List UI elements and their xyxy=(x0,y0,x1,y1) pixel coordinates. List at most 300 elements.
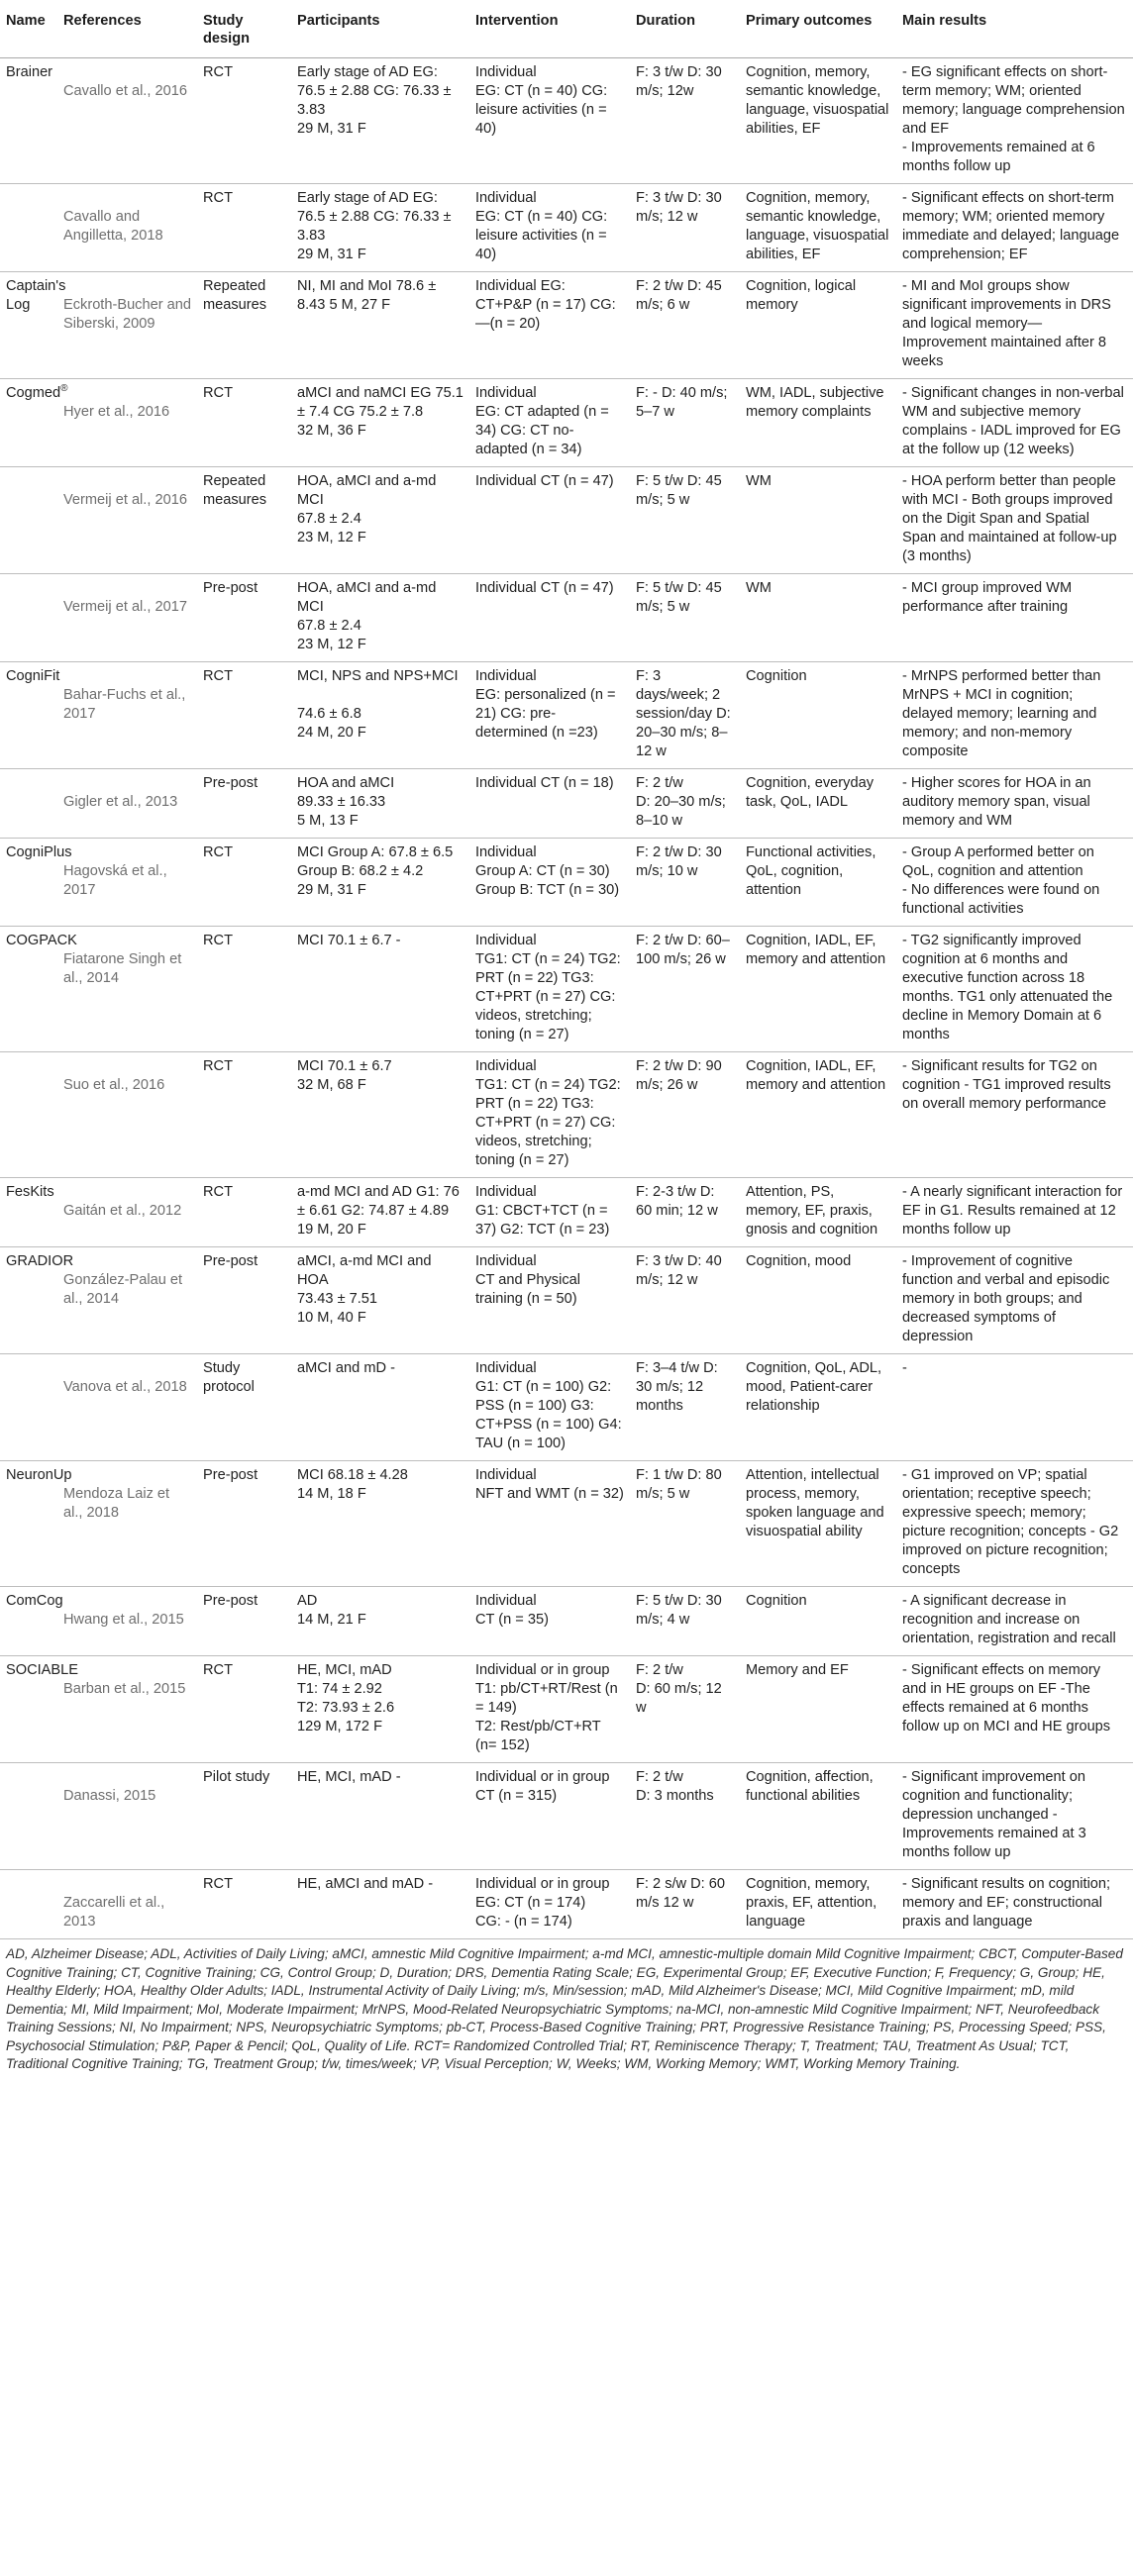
cell-study-design-text: RCT xyxy=(203,933,233,948)
table-row xyxy=(0,184,1133,272)
cell-name xyxy=(0,1178,57,1247)
cell-main-results xyxy=(896,662,1133,769)
cell-main-results xyxy=(896,467,1133,574)
cell-reference-text: Cavallo and Angilletta, 2018 xyxy=(63,209,163,244)
cell-main-results-text: - Group A performed better on QoL, cognition and attention - No differences were found on functional activities xyxy=(902,844,1100,917)
table-row xyxy=(0,1656,1133,1763)
cell-primary-outcomes xyxy=(740,379,896,467)
cell-duration xyxy=(630,1461,740,1587)
cell-reference-text: Danassi, 2015 xyxy=(63,1788,156,1804)
cell-participants-text: aMCI, a-md MCI and HOA 73.43 ± 7.51 10 M, 40 F xyxy=(297,1253,432,1326)
cell-main-results xyxy=(896,1461,1133,1587)
header-duration: Duration xyxy=(630,0,740,58)
cell-intervention-text: Individual or in group EG: CT (n = 174) CG: - (n = 174) xyxy=(475,1876,610,1930)
cell-study-design xyxy=(197,272,291,379)
cell-duration xyxy=(630,1247,740,1354)
cell-study-design xyxy=(197,839,291,927)
cell-name-text: COGPACK xyxy=(6,933,77,948)
table-row xyxy=(0,1870,1133,1939)
cell-reference-text: Hyer et al., 2016 xyxy=(63,404,170,420)
cell-study-design-text: Pre-post xyxy=(203,1593,258,1609)
cell-duration-text: F: 2 t/w D: 45 m/s; 6 w xyxy=(636,278,722,313)
table-row xyxy=(0,467,1133,574)
cell-primary-outcomes xyxy=(740,58,896,184)
cell-intervention xyxy=(469,467,630,574)
cell-primary-outcomes-text: Cognition, logical memory xyxy=(746,278,857,313)
cell-primary-outcomes-text: Attention, intellectual process, memory, spoken language and visuospatial ability xyxy=(746,1467,884,1539)
cell-duration-text: F: 1 t/w D: 80 m/s; 5 w xyxy=(636,1467,722,1502)
cell-intervention-text: Individual G1: CBCT+TCT (n = 37) G2: TCT (n = 23) xyxy=(475,1184,610,1238)
cell-intervention-text: Individual Group A: CT (n = 30) Group B: TCT (n = 30) xyxy=(475,844,620,898)
cell-participants-text: Early stage of AD EG: 76.5 ± 2.88 CG: 76.33 ± 3.83 29 M, 31 F xyxy=(297,190,452,262)
cell-main-results xyxy=(896,1178,1133,1247)
cell-participants xyxy=(291,1052,469,1178)
cell-study-design xyxy=(197,1656,291,1763)
cell-primary-outcomes xyxy=(740,1052,896,1178)
cell-name-text: SOCIABLE xyxy=(6,1662,78,1678)
cell-intervention-text: Individual G1: CT (n = 100) G2: PSS (n = 100) G3: CT+PSS (n = 100) G4: TAU (n = 100) xyxy=(475,1360,622,1451)
cell-reference xyxy=(57,1178,197,1247)
cell-intervention-text: Individual CT and Physical training (n = 50) xyxy=(475,1253,580,1307)
cell-duration-text: F: 2-3 t/w D: 60 min; 12 w xyxy=(636,1184,718,1219)
header-participants: Participants xyxy=(291,0,469,58)
cell-participants-text: HOA, aMCI and a-md MCI 67.8 ± 2.4 23 M, 12 F xyxy=(297,580,437,652)
cell-reference xyxy=(57,574,197,662)
cell-intervention-text: Individual EG: CT (n = 40) CG: leisure activities (n = 40) xyxy=(475,190,608,262)
cell-main-results-text: - A significant decrease in recognition and increase on orientation, registration and recall xyxy=(902,1593,1116,1646)
table-row xyxy=(0,927,1133,1052)
header-primary-outcomes: Primary outcomes xyxy=(740,0,896,58)
cell-primary-outcomes xyxy=(740,1656,896,1763)
cell-name xyxy=(0,1247,74,1354)
cell-main-results xyxy=(896,58,1133,184)
cell-name xyxy=(0,574,57,662)
cell-main-results xyxy=(896,1052,1133,1178)
table-row xyxy=(0,574,1133,662)
cell-intervention-text: Individual or in group CT (n = 315) xyxy=(475,1769,610,1804)
table-row xyxy=(0,379,1133,467)
cell-study-design-text: Pre-post xyxy=(203,580,258,596)
cell-reference-text: Fiatarone Singh et al., 2014 xyxy=(63,951,182,986)
cell-study-design-text: RCT xyxy=(203,1058,233,1074)
cell-duration xyxy=(630,1178,740,1247)
cell-duration-text: F: 3 t/w D: 30 m/s; 12 w xyxy=(636,190,722,225)
cell-name xyxy=(0,839,72,927)
cell-main-results xyxy=(896,1763,1133,1870)
cell-main-results-text: - xyxy=(902,1360,907,1376)
cell-name xyxy=(0,272,66,379)
cell-primary-outcomes xyxy=(740,1587,896,1656)
cell-intervention xyxy=(469,839,630,927)
cell-primary-outcomes-text: Functional activities, QoL, cognition, attention xyxy=(746,844,876,898)
cell-reference xyxy=(57,272,197,379)
cell-reference xyxy=(57,1763,197,1870)
cell-reference xyxy=(57,769,197,839)
cell-name xyxy=(0,1461,72,1587)
cell-name xyxy=(0,1052,57,1178)
cell-reference-text: Barban et al., 2015 xyxy=(63,1681,186,1697)
cell-duration-text: F: 2 t/w D: 30 m/s; 10 w xyxy=(636,844,722,879)
cell-name xyxy=(0,1656,78,1763)
cell-main-results-text: - Higher scores for HOA in an auditory memory span, visual memory and WM xyxy=(902,775,1091,829)
cell-participants-text: HE, MCI, mAD T1: 74 ± 2.92 T2: 73.93 ± 2.6 129 M, 172 F xyxy=(297,1662,395,1734)
cell-intervention xyxy=(469,1178,630,1247)
cell-intervention-text: Individual EG: personalized (n = 21) CG: pre-determined (n =23) xyxy=(475,668,616,741)
cell-duration-text: F: 2 t/w D: 60–100 m/s; 26 w xyxy=(636,933,730,967)
cell-main-results xyxy=(896,379,1133,467)
cell-participants xyxy=(291,927,469,1052)
cell-participants xyxy=(291,467,469,574)
cell-primary-outcomes-text: WM xyxy=(746,580,772,596)
cell-study-design xyxy=(197,1763,291,1870)
cell-primary-outcomes-text: Attention, PS, memory, EF, praxis, gnosis and cognition xyxy=(746,1184,878,1238)
cell-participants-text: MCI 70.1 ± 6.7 32 M, 68 F xyxy=(297,1058,392,1093)
cell-participants xyxy=(291,1870,469,1939)
cell-participants-text: NI, MI and MoI 78.6 ± 8.43 5 M, 27 F xyxy=(297,278,437,313)
cell-name-text: ComCog xyxy=(6,1593,63,1609)
cell-main-results-text: - Significant effects on memory and in HE groups on EF -The effects remained at 6 months follow up on MCI and HE groups xyxy=(902,1662,1111,1734)
cell-intervention xyxy=(469,58,630,184)
cell-duration-text: F: 3 days/week; 2 session/day D: 20–30 m/s; 8–12 w xyxy=(636,668,731,759)
cell-main-results xyxy=(896,1870,1133,1939)
cell-primary-outcomes-text: Cognition, memory, semantic knowledge, language, visuospatial abilities, EF xyxy=(746,190,889,262)
cell-primary-outcomes-text: Cognition, everyday task, QoL, IADL xyxy=(746,775,874,810)
cell-primary-outcomes xyxy=(740,839,896,927)
cell-duration xyxy=(630,1656,740,1763)
table-row xyxy=(0,662,1133,769)
header-row xyxy=(0,0,1133,58)
cell-primary-outcomes xyxy=(740,1461,896,1587)
cell-intervention-text: Individual CT (n = 47) xyxy=(475,580,614,596)
cell-primary-outcomes xyxy=(740,769,896,839)
cell-main-results xyxy=(896,1247,1133,1354)
registered-mark: ® xyxy=(60,383,68,395)
cell-participants-text: HOA, aMCI and a-md MCI 67.8 ± 2.4 23 M, 12 F xyxy=(297,473,437,545)
cell-intervention xyxy=(469,379,630,467)
cell-duration xyxy=(630,662,740,769)
cell-intervention xyxy=(469,769,630,839)
cell-main-results xyxy=(896,1354,1133,1461)
cell-reference-text: Vermeij et al., 2017 xyxy=(63,599,187,615)
cell-duration-text: F: - D: 40 m/s; 5–7 w xyxy=(636,385,728,420)
cell-study-design xyxy=(197,467,291,574)
cell-participants xyxy=(291,272,469,379)
cell-duration xyxy=(630,1870,740,1939)
cell-reference-text: González-Palau et al., 2014 xyxy=(63,1272,183,1307)
cell-main-results-text: - EG significant effects on short-term memory; WM; oriented memory; language comprehension and EF - Improvements remained at 6 months follow up xyxy=(902,64,1125,174)
cell-primary-outcomes-text: Cognition, QoL, ADL, mood, Patient-carer relationship xyxy=(746,1360,882,1414)
cell-study-design xyxy=(197,1247,291,1354)
cell-name-text: GRADIOR xyxy=(6,1253,74,1269)
cell-intervention xyxy=(469,1587,630,1656)
cell-participants xyxy=(291,184,469,272)
cell-intervention xyxy=(469,927,630,1052)
cell-primary-outcomes xyxy=(740,1178,896,1247)
cell-study-design xyxy=(197,1052,291,1178)
cell-reference xyxy=(57,839,197,927)
cell-study-design xyxy=(197,1461,291,1587)
cell-primary-outcomes-text: Cognition xyxy=(746,1593,807,1609)
cell-duration-text: F: 2 t/w D: 90 m/s; 26 w xyxy=(636,1058,722,1093)
cell-primary-outcomes xyxy=(740,184,896,272)
cell-intervention-text: Individual TG1: CT (n = 24) TG2: PRT (n = 22) TG3: CT+PRT (n = 27) CG: videos, stretching; toning (n = 27) xyxy=(475,933,621,1042)
cell-participants-text: MCI 68.18 ± 4.28 14 M, 18 F xyxy=(297,1467,408,1502)
cell-intervention xyxy=(469,272,630,379)
cell-reference xyxy=(57,1052,197,1178)
cell-reference-text: Vanova et al., 2018 xyxy=(63,1379,187,1395)
cell-study-design xyxy=(197,1354,291,1461)
cell-participants xyxy=(291,58,469,184)
cell-study-design xyxy=(197,574,291,662)
cell-duration xyxy=(630,1587,740,1656)
cell-intervention-text: Individual TG1: CT (n = 24) TG2: PRT (n = 22) TG3: CT+PRT (n = 27) CG: videos, stretching; toning (n = 27) xyxy=(475,1058,621,1168)
cell-primary-outcomes-text: Cognition, mood xyxy=(746,1253,852,1269)
cell-reference xyxy=(57,1870,197,1939)
cell-participants xyxy=(291,1178,469,1247)
cell-study-design-text: RCT xyxy=(203,190,233,206)
cell-study-design-text: Repeated measures xyxy=(203,278,267,313)
cell-primary-outcomes-text: WM, IADL, subjective memory complaints xyxy=(746,385,884,420)
cell-main-results-text: - Significant changes in non-verbal WM and subjective memory complains - IADL improved for EG at the follow up (12 weeks) xyxy=(902,385,1124,457)
cell-main-results xyxy=(896,1656,1133,1763)
cell-primary-outcomes-text: Cognition, IADL, EF, memory and attention xyxy=(746,933,886,967)
cell-main-results xyxy=(896,839,1133,927)
cell-main-results-text: - MrNPS performed better than MrNPS + MCI in cognition; delayed memory; learning and memory; and non-memory composite xyxy=(902,668,1101,759)
table-row xyxy=(0,1178,1133,1247)
cell-participants xyxy=(291,769,469,839)
cell-study-design xyxy=(197,184,291,272)
cell-study-design-text: Pre-post xyxy=(203,1253,258,1269)
cell-duration-text: F: 5 t/w D: 45 m/s; 5 w xyxy=(636,580,722,615)
cell-participants-text: MCI Group A: 67.8 ± 6.5 Group B: 68.2 ± 4.2 29 M, 31 F xyxy=(297,844,454,898)
cell-reference xyxy=(57,1656,197,1763)
cell-reference xyxy=(57,1354,197,1461)
cell-study-design-text: RCT xyxy=(203,385,233,401)
cell-study-design xyxy=(197,379,291,467)
header-main-results: Main results xyxy=(896,0,1133,58)
cell-main-results-text: - MCI group improved WM performance after training xyxy=(902,580,1073,615)
cell-participants xyxy=(291,662,469,769)
cell-study-design-text: RCT xyxy=(203,64,233,80)
cell-participants-text: HOA and aMCI 89.33 ± 16.33 5 M, 13 F xyxy=(297,775,395,829)
cell-study-design xyxy=(197,927,291,1052)
cell-intervention xyxy=(469,662,630,769)
cell-intervention xyxy=(469,1354,630,1461)
cell-study-design-text: RCT xyxy=(203,1662,233,1678)
cell-intervention-text: Individual NFT and WMT (n = 32) xyxy=(475,1467,624,1502)
cell-reference xyxy=(57,1587,197,1656)
cell-intervention xyxy=(469,1461,630,1587)
cell-study-design-text: Study protocol xyxy=(203,1360,255,1395)
cell-participants-text: HE, MCI, mAD - xyxy=(297,1769,401,1785)
header-references: References xyxy=(57,0,197,58)
cell-primary-outcomes xyxy=(740,272,896,379)
table-row xyxy=(0,272,1133,379)
cell-intervention-text: Individual CT (n = 35) xyxy=(475,1593,549,1628)
cell-main-results xyxy=(896,1587,1133,1656)
cell-reference xyxy=(57,379,197,467)
cell-participants xyxy=(291,1354,469,1461)
table-body xyxy=(0,58,1133,1939)
cell-main-results xyxy=(896,927,1133,1052)
cell-participants-text: HE, aMCI and mAD - xyxy=(297,1876,434,1892)
cell-primary-outcomes xyxy=(740,574,896,662)
cell-primary-outcomes xyxy=(740,662,896,769)
cell-participants-text: a-md MCI and AD G1: 76 ± 6.61 G2: 74.87 ± 4.89 19 M, 20 F xyxy=(297,1184,460,1238)
header-intervention: Intervention xyxy=(469,0,630,58)
cell-primary-outcomes-text: WM xyxy=(746,473,772,489)
cell-reference xyxy=(57,1461,197,1587)
cell-primary-outcomes xyxy=(740,1870,896,1939)
cell-name xyxy=(0,662,60,769)
cell-reference-text: Suo et al., 2016 xyxy=(63,1077,165,1093)
cell-name xyxy=(0,1870,57,1939)
cell-study-design-text: RCT xyxy=(203,668,233,684)
cell-participants xyxy=(291,1247,469,1354)
cell-intervention xyxy=(469,1656,630,1763)
cell-participants xyxy=(291,1587,469,1656)
cell-duration xyxy=(630,927,740,1052)
table-row xyxy=(0,1247,1133,1354)
cell-duration xyxy=(630,184,740,272)
table-row xyxy=(0,1461,1133,1587)
cell-main-results-text: - G1 improved on VP; spatial orientation; receptive speech; expressive speech; memory; picture recognition; concepts - G2 improved on picture recognition; concepts xyxy=(902,1467,1119,1577)
cell-study-design xyxy=(197,662,291,769)
cell-duration xyxy=(630,769,740,839)
header-study-design: Study design xyxy=(197,0,291,58)
cell-duration xyxy=(630,839,740,927)
cell-participants-text: MCI, NPS and NPS+MCI 74.6 ± 6.8 24 M, 20 F xyxy=(297,668,459,741)
cell-study-design-text: RCT xyxy=(203,844,233,860)
cell-study-design xyxy=(197,58,291,184)
cell-name xyxy=(0,379,68,467)
cell-reference-text: Eckroth-Bucher and Siberski, 2009 xyxy=(63,297,191,332)
table-row xyxy=(0,1587,1133,1656)
cell-reference-text: Vermeij et al., 2016 xyxy=(63,492,187,508)
cell-study-design xyxy=(197,1178,291,1247)
table-row xyxy=(0,839,1133,927)
cell-reference xyxy=(57,58,197,184)
cell-intervention-text: Individual or in group T1: pb/CT+RT/Rest (n = 149) T2: Rest/pb/CT+RT (n= 152) xyxy=(475,1662,618,1753)
cell-participants xyxy=(291,1763,469,1870)
cell-name xyxy=(0,1587,63,1656)
cell-main-results-text: - Significant results on cognition; memory and EF; constructional praxis and language xyxy=(902,1876,1111,1930)
cell-duration xyxy=(630,1052,740,1178)
cell-participants xyxy=(291,574,469,662)
cell-duration-text: F: 2 t/w D: 20–30 m/s; 8–10 w xyxy=(636,775,726,829)
cell-study-design-text: RCT xyxy=(203,1876,233,1892)
cell-duration-text: F: 5 t/w D: 45 m/s; 5 w xyxy=(636,473,722,508)
table-row xyxy=(0,1763,1133,1870)
cell-intervention xyxy=(469,184,630,272)
cell-name-text: NeuronUp xyxy=(6,1467,72,1483)
cell-duration-text: F: 5 t/w D: 30 m/s; 4 w xyxy=(636,1593,722,1628)
cell-name-text: Cogmed xyxy=(6,385,61,401)
cell-study-design-text: Pre-post xyxy=(203,775,258,791)
cell-reference xyxy=(57,927,197,1052)
cell-intervention-text: Individual CT (n = 47) xyxy=(475,473,614,489)
cell-reference-text: Zaccarelli et al., 2013 xyxy=(63,1895,165,1930)
cell-study-design xyxy=(197,769,291,839)
cell-duration xyxy=(630,574,740,662)
cell-reference xyxy=(57,1247,197,1354)
cell-duration-text: F: 3 t/w D: 40 m/s; 12 w xyxy=(636,1253,722,1288)
cell-intervention-text: Individual CT (n = 18) xyxy=(475,775,614,791)
cell-study-design xyxy=(197,1587,291,1656)
table-row xyxy=(0,1354,1133,1461)
cell-name-text: CogniPlus xyxy=(6,844,72,860)
cell-main-results xyxy=(896,272,1133,379)
cell-main-results-text: - TG2 significantly improved cognition at 6 months and executive function across 18 months. TG1 only attenuated the decline in Memory Domain at 6 months xyxy=(902,933,1113,1042)
cell-intervention xyxy=(469,1247,630,1354)
cell-duration xyxy=(630,58,740,184)
cell-participants-text: aMCI and mD - xyxy=(297,1360,395,1376)
cell-reference-text: Hagovská et al., 2017 xyxy=(63,863,167,898)
cell-name xyxy=(0,184,57,272)
cell-duration xyxy=(630,272,740,379)
cell-name-text: CogniFit xyxy=(6,668,60,684)
cell-reference-text: Bahar-Fuchs et al., 2017 xyxy=(63,687,186,722)
cell-study-design-text: Pre-post xyxy=(203,1467,258,1483)
cell-primary-outcomes-text: Memory and EF xyxy=(746,1662,849,1678)
cell-duration xyxy=(630,379,740,467)
cell-participants-text: aMCI and naMCI EG 75.1 ± 7.4 CG 75.2 ± 7.8 32 M, 36 F xyxy=(297,385,464,439)
cell-participants xyxy=(291,1656,469,1763)
cell-duration-text: F: 2 t/w D: 3 months xyxy=(636,1769,714,1804)
cell-primary-outcomes-text: Cognition, IADL, EF, memory and attention xyxy=(746,1058,886,1093)
cell-name xyxy=(0,1763,57,1870)
cell-intervention xyxy=(469,574,630,662)
cell-duration xyxy=(630,1763,740,1870)
cell-main-results-text: - Improvement of cognitive function and verbal and episodic memory in both groups; and decreased symptoms of depression xyxy=(902,1253,1110,1344)
table-footnote: AD, Alzheimer Disease; ADL, Activities of Daily Living; aMCI, amnestic Mild Cognitive Impairment; a-md MCI, amnestic-multiple domain Mild Cognitive Impairment; CBCT, Computer-Based Cognitive Training; CT, Cognitive Training; CG, Control Group; D, Duration; DRS, Dementia Rating Scale; EG, Experimental Group; EF, Executive Function; F, Frequency; G, Group; HE, Healthy Elderly; HOA, Healthy Older Adults; IADL, Instrumental Activity of Daily Living; m/s, Min/session; mAD, Mild Alzheimer's Disease; MCI, Mild Cognitive Impairment; mD, mild Dementia; MI, Mild Impairment; MoI, Moderate Impairment; MrNPS, Mood-Related Neuropsychiatric Symptoms; na-MCI, non-amnestic Mild Cognitive Impairment; NFT, Neurofeedback Training Sessions; NI, No Impairment; NPS, Neuropsychiatric Symptoms; pb-CT, Process-Based Cognitive Training; PRT, Progressive Resistance Training; PS, Processing Speed; PSS, Psychosocial Stimulation; P&P, Paper & Pencil; QoL, Quality of Life. RCT= Randomized Controlled Trial; RT, Reminiscence Therapy; T, Treatment; TAU, Treatment As Usual; TCT, Traditional Cognitive Training; TG, Treatment Group; t/w, times/week; VP, Visual Perception; W, Weeks; WM, Working Memory; WMT, Working Memory Training. xyxy=(6,1946,1123,2071)
cell-duration-text: F: 3–4 t/w D: 30 m/s; 12 months xyxy=(636,1360,718,1414)
cell-intervention xyxy=(469,1763,630,1870)
table-row xyxy=(0,58,1133,184)
header-name: Name xyxy=(0,0,57,58)
cell-reference-text: Mendoza Laiz et al., 2018 xyxy=(63,1486,170,1521)
cell-participants-text: MCI 70.1 ± 6.7 - xyxy=(297,933,401,948)
cell-intervention-text: Individual EG: CT adapted (n = 34) CG: CT no-adapted (n = 34) xyxy=(475,385,609,457)
cell-main-results-text: - A nearly significant interaction for EF in G1. Results remained at 12 months follow up xyxy=(902,1184,1123,1238)
cell-primary-outcomes xyxy=(740,1247,896,1354)
table-row xyxy=(0,769,1133,839)
cell-reference xyxy=(57,662,197,769)
cell-main-results-text: - Significant improvement on cognition and functionality; depression unchanged -Improvements remained at 3 months follow up xyxy=(902,1769,1086,1860)
cell-name xyxy=(0,769,57,839)
cell-intervention xyxy=(469,1870,630,1939)
cell-study-design-text: RCT xyxy=(203,1184,233,1200)
cell-study-design xyxy=(197,1870,291,1939)
cell-study-design-text: Pilot study xyxy=(203,1769,270,1785)
cell-name-text: Captain's Log xyxy=(6,278,66,313)
cell-main-results xyxy=(896,184,1133,272)
cell-intervention-text: Individual EG: CT (n = 40) CG: leisure activities (n = 40) xyxy=(475,64,608,137)
cell-duration xyxy=(630,467,740,574)
cell-name-text: Brainer xyxy=(6,64,53,80)
cell-main-results xyxy=(896,574,1133,662)
cell-participants xyxy=(291,379,469,467)
cell-primary-outcomes xyxy=(740,467,896,574)
cell-primary-outcomes-text: Cognition, memory, praxis, EF, attention, language xyxy=(746,1876,877,1930)
cell-intervention xyxy=(469,1052,630,1178)
cell-study-design-text: Repeated measures xyxy=(203,473,267,508)
cell-reference xyxy=(57,467,197,574)
cell-duration xyxy=(630,1354,740,1461)
cell-main-results-text: - Significant effects on short-term memory; WM; oriented memory immediate and delayed; language comprehension; EF xyxy=(902,190,1120,262)
cell-name xyxy=(0,927,77,1052)
cell-duration-text: F: 3 t/w D: 30 m/s; 12w xyxy=(636,64,722,99)
